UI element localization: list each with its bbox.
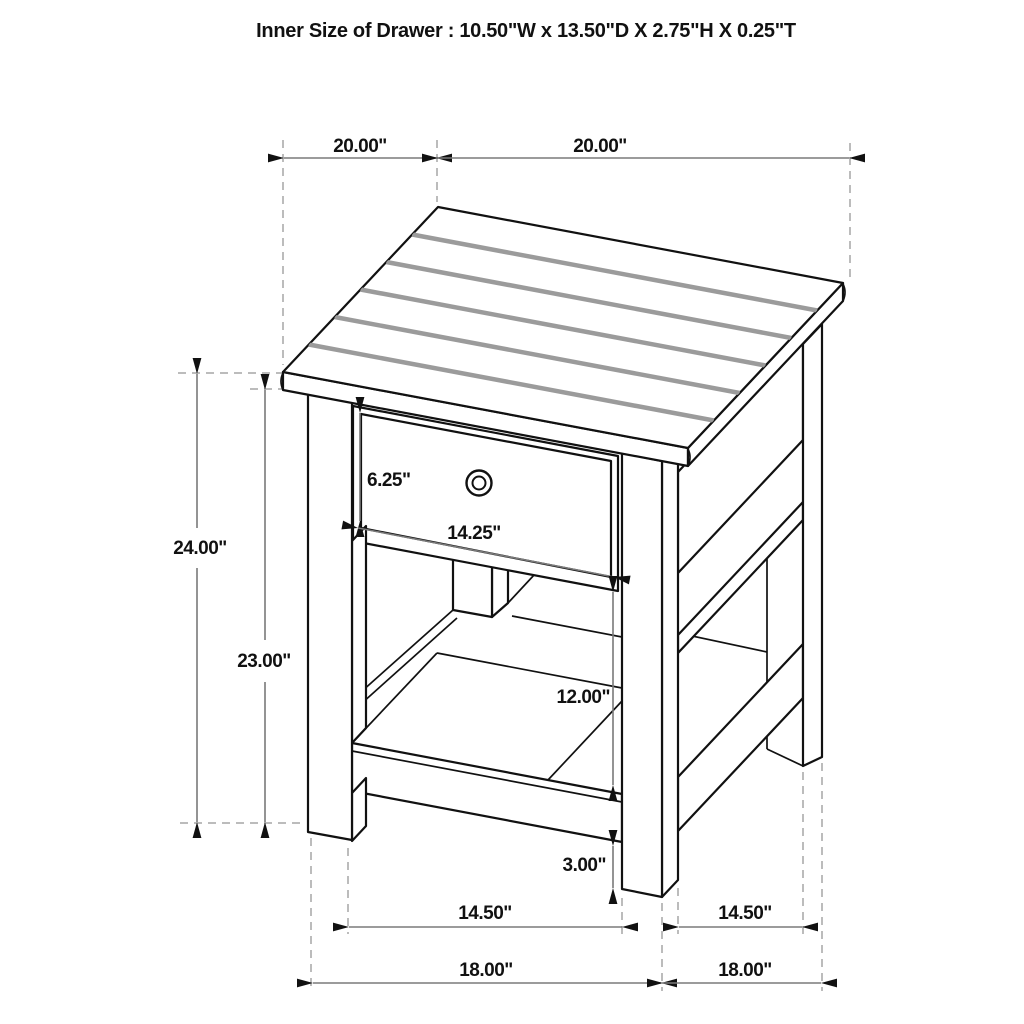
dim-label-shelf-clearance: 12.00" bbox=[556, 687, 610, 708]
drawer-knob bbox=[467, 471, 492, 496]
dim-label-leg-span-front: 14.50" bbox=[458, 903, 512, 924]
end-table-drawing bbox=[281, 207, 845, 897]
front-right-leg bbox=[622, 444, 678, 897]
dim-label-drawer-face-width: 14.25" bbox=[447, 523, 501, 544]
dim-label-overall-depth: 18.00" bbox=[718, 960, 772, 981]
dim-label-body-height: 23.00" bbox=[237, 651, 291, 672]
shelf-front-rail bbox=[352, 743, 622, 842]
dim-label-overall-height: 24.00" bbox=[173, 538, 227, 559]
side-bottom-stretcher bbox=[678, 644, 803, 831]
dim-label-top-width-left: 20.00" bbox=[333, 136, 387, 157]
dim-label-leg-span-side: 14.50" bbox=[718, 903, 772, 924]
dim-label-drawer-face-height: 6.25" bbox=[367, 470, 411, 491]
dim-label-floor-clearance: 3.00" bbox=[562, 855, 606, 876]
diagram-title: Inner Size of Drawer : 10.50"W x 13.50"D X 2.75"H X 0.25"T bbox=[256, 20, 796, 42]
dim-label-overall-width: 18.00" bbox=[459, 960, 513, 981]
dim-label-top-width-right: 20.00" bbox=[573, 136, 627, 157]
back-right-leg bbox=[803, 324, 822, 766]
